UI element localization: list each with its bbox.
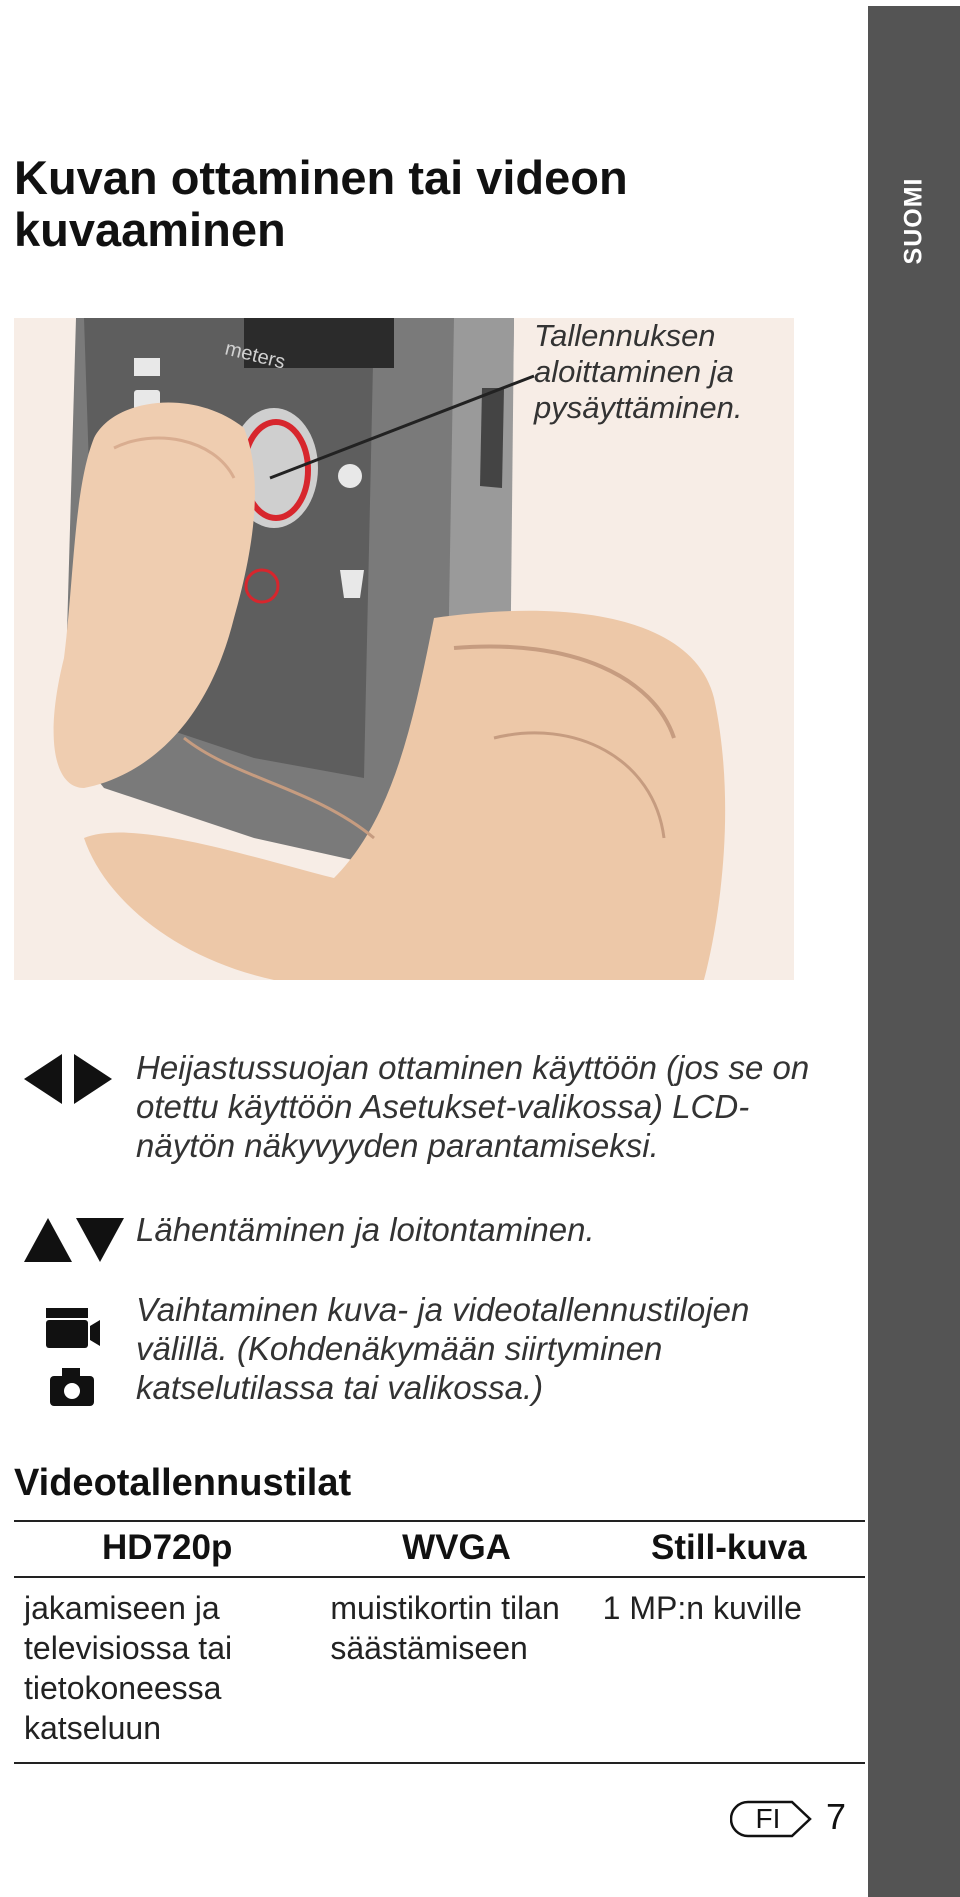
- table-cell-hd720p: jakamiseen ja televisiossa tai tietokoneessa katseluun: [14, 1577, 320, 1763]
- table-header-wvga: WVGA: [320, 1521, 592, 1577]
- record-callout: Tallennuksen aloittaminen ja pysäyttäminen.: [534, 318, 743, 425]
- svg-text:meters: meters: [222, 337, 288, 374]
- table-cell-wvga: muistikortin tilan säästämiseen: [320, 1577, 592, 1763]
- table-header-still: Still-kuva: [593, 1521, 865, 1577]
- language-label-text: SUOMI: [899, 177, 928, 265]
- section-title: Videotallennustilat: [14, 1462, 352, 1504]
- recording-modes-table: [14, 1520, 865, 1764]
- table-header-hd720p: HD720p: [14, 1521, 320, 1577]
- language-side-tab: [868, 6, 960, 1897]
- feature-text: Lähentäminen ja loitontaminen.: [136, 1211, 595, 1248]
- left-right-arrows-icon: [20, 1052, 116, 1106]
- up-down-arrows-icon: [20, 1214, 126, 1264]
- page-number: 7: [826, 1796, 847, 1837]
- language-label: [868, 166, 960, 276]
- feature-text: Heijastussuojan ottaminen käyttöön (jos se on otettu käyttöön Asetukset-valikossa) LCD-näytön näkyvyyden parantamiseksi.: [136, 1049, 810, 1164]
- language-badge: [730, 1800, 812, 1838]
- page-title: Kuvan ottaminen tai videon kuvaaminen: [14, 151, 628, 256]
- feature-text: Vaihtaminen kuva- ja videotallennustilojen välillä. (Kohdenäkymään siirtyminen katselutilassa tai valikossa.): [136, 1291, 750, 1406]
- language-code: FI: [755, 1803, 781, 1834]
- table-cell-still: 1 MP:n kuville: [593, 1577, 865, 1763]
- video-photo-mode-icon: [20, 1294, 110, 1406]
- table-row: [14, 1577, 865, 1763]
